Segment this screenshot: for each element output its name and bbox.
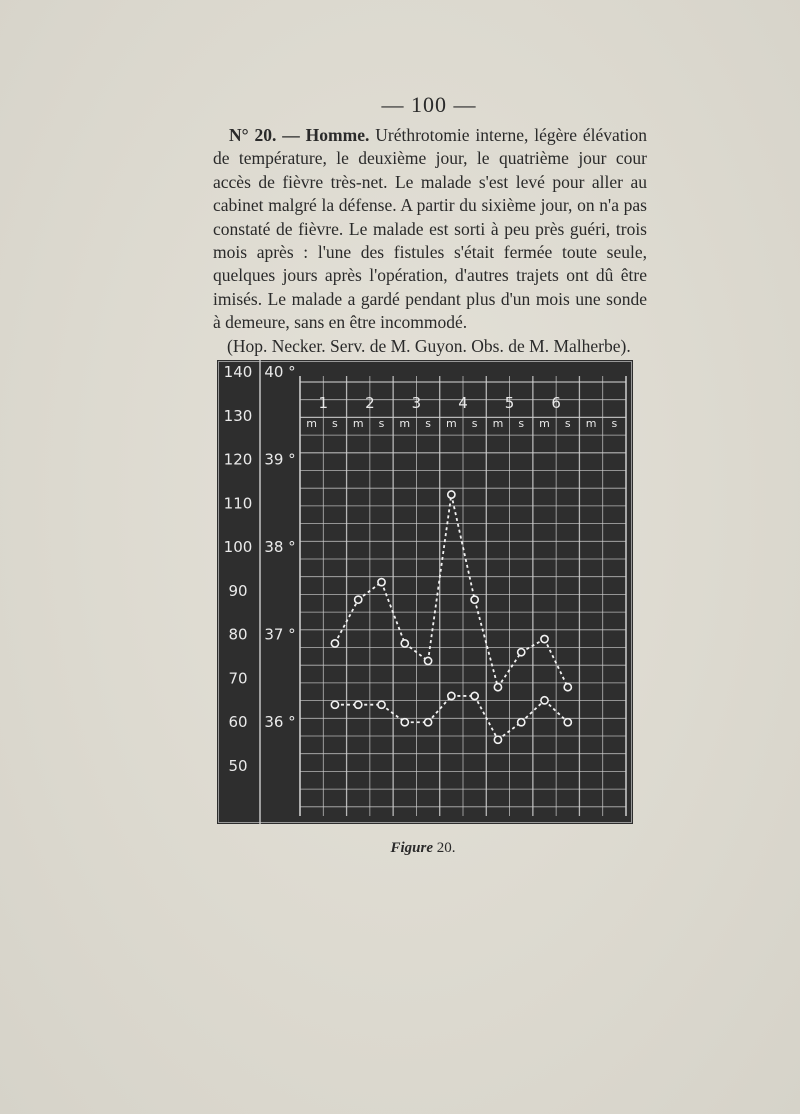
series-2-point (378, 701, 385, 708)
temp-tick-label: 38 ° (264, 538, 296, 557)
case-sex: — Homme. (282, 125, 370, 145)
series-1-point (401, 640, 408, 647)
series-1-point (471, 596, 478, 603)
case-paragraph (213, 124, 647, 335)
pulse-tick-label: 60 (228, 713, 248, 732)
series-2-point (355, 701, 362, 708)
slot-label: m (445, 417, 457, 430)
day-label: 2 (365, 394, 375, 412)
slot-label: m (539, 417, 550, 430)
pulse-tick-label: 80 (228, 625, 248, 644)
temperature-chart (217, 360, 633, 824)
figure-caption (0, 840, 800, 857)
pulse-tick-label: 100 (223, 538, 253, 557)
slot-label: s (564, 417, 571, 430)
slot-label: m (492, 417, 504, 430)
series-1-point (541, 635, 548, 642)
day-label: 4 (458, 394, 468, 412)
temp-tick-label: 39 ° (264, 450, 296, 469)
temp-tick-label: 37 ° (264, 625, 296, 644)
series-2-point (424, 719, 431, 726)
case-number: N° 20. (229, 125, 277, 145)
series-2-point (494, 736, 501, 743)
day-label: 5 (504, 394, 515, 412)
pulse-tick-label: 110 (223, 494, 253, 513)
temp-tick-label: 36 ° (264, 713, 296, 732)
caption-number: 20. (436, 840, 456, 856)
series-2-point (541, 697, 548, 704)
pulse-tick-label: 90 (228, 581, 248, 600)
caption-word: Figure (390, 840, 433, 856)
series-1-point (448, 491, 455, 498)
pulse-tick-label: 70 (228, 669, 248, 688)
series-1-point (378, 579, 385, 586)
slot-label: m (399, 417, 411, 430)
slot-label: s (471, 417, 478, 430)
series-2-point (331, 701, 338, 708)
day-label: 6 (551, 394, 561, 412)
pulse-tick-label: 50 (228, 757, 248, 775)
case-body: Uréthrotomie interne, légère élévation de température, le deuxième jour, le quatrième jour cour accès de fièvre très-net. Le malade s'est levé pour aller au cabinet malgré la défense. A partir du sixième jour, on n'a pas constaté de fièvre. Le malade est sorti à peu près guéri, trois mois après : l'une des fistules s'était fermée toute seule, quelques jours après l'opération, d'autres trajets ont dû être imisés. Le malade a gardé pendant plus d'un mois une sonde à demeure, sans en être incommodé. (213, 125, 648, 333)
page-number: — 100 — (381, 92, 477, 117)
series-2-point (471, 692, 478, 699)
series-2-point (401, 719, 408, 726)
slot-label: s (332, 417, 338, 430)
case-source: (Hop. Necker. Serv. de M. Guyon. Obs. de M. Malherbe). (227, 335, 631, 356)
series-1-point (564, 684, 571, 691)
series-2-point (564, 719, 571, 726)
series-1-point (518, 649, 525, 656)
chart-svg (217, 360, 633, 824)
series-2-point (448, 692, 455, 699)
temp-tick-label: 40 ° (264, 363, 296, 381)
slot-label: m (352, 417, 364, 430)
case-text-block (213, 124, 647, 358)
series-1-point (424, 657, 431, 664)
slot-label: m (306, 417, 318, 430)
slot-label: s (378, 417, 385, 430)
pulse-tick-label: 120 (223, 450, 253, 469)
slot-label: s (611, 417, 618, 430)
pulse-tick-label: 130 (223, 406, 253, 425)
series-1-point (331, 640, 338, 647)
slot-label: s (518, 417, 525, 430)
pulse-tick-label: 140 (223, 363, 253, 381)
slot-label: m (585, 417, 597, 430)
series-1-point (355, 596, 362, 603)
slot-label: s (425, 417, 431, 430)
day-label: 1 (318, 394, 329, 412)
series-2-point (518, 719, 525, 726)
day-label: 3 (411, 394, 422, 412)
series-1-point (494, 684, 501, 691)
